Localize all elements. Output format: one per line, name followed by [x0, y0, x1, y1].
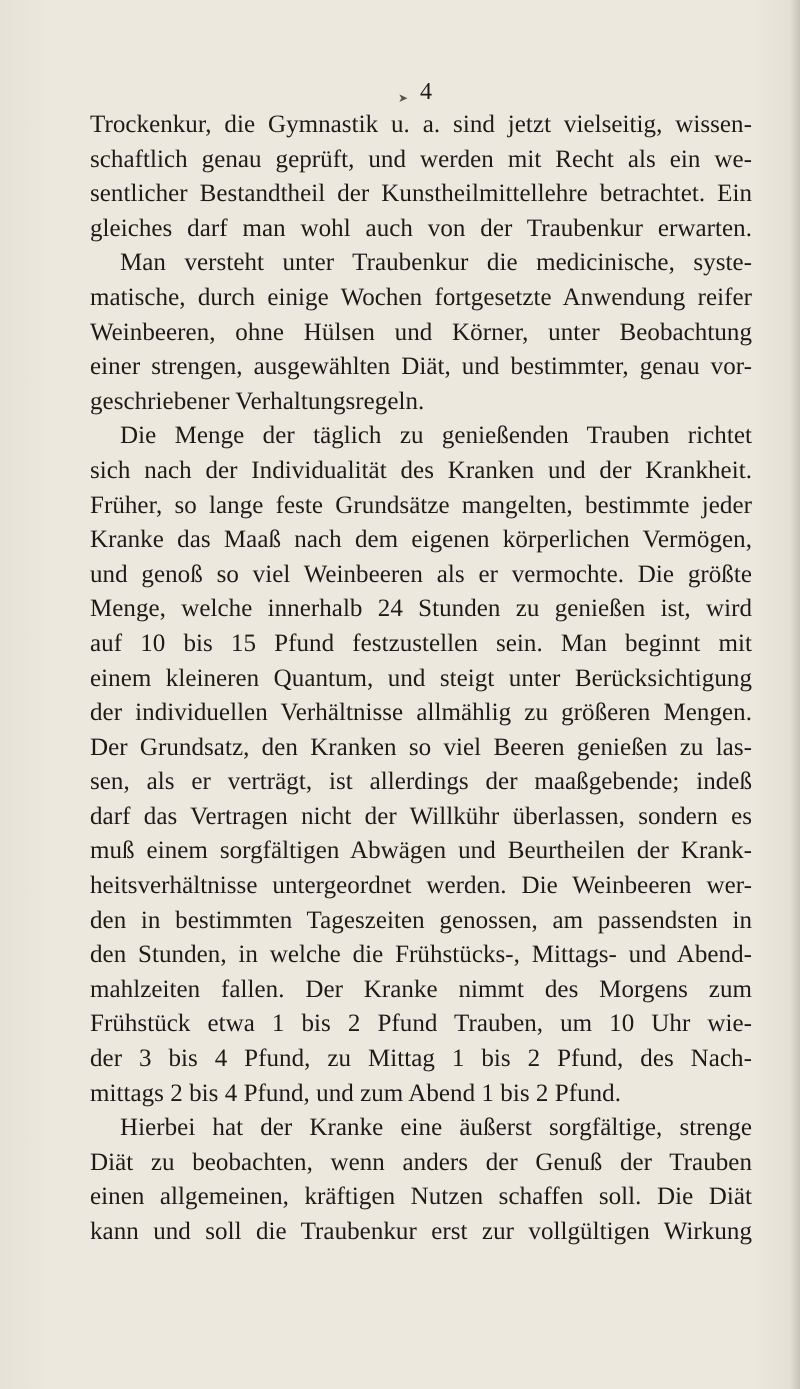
text-line: kann und soll die Traubenkur erst zur vollgültigen Wirkung	[90, 1218, 752, 1245]
text-line: Kranke das Maaß nach dem eigenen körperlichen Vermögen,	[90, 526, 752, 554]
text-line: der individuellen Verhältnisse allmählig zu größeren Mengen.	[90, 699, 752, 727]
text-line: Man versteht unter Traubenkur die medicinische, syste-	[120, 249, 752, 277]
text-line: den Stunden, in welche die Frühstücks-, Mittags- und Abend-	[90, 941, 752, 969]
text-line: gleiches darf man wohl auch von der Traubenkur erwarten.	[90, 214, 752, 242]
text-line: Weinbeeren, ohne Hülsen und Körner, unter Beobachtung	[90, 318, 752, 346]
text-line: sich nach der Individualität des Kranken und der Krankheit.	[90, 456, 752, 484]
text-line: einem kleineren Quantum, und steigt unter Berücksichtigung	[90, 664, 752, 692]
text-line: muß einem sorgfältigen Abwägen und Beurtheilen der Krank-	[90, 837, 752, 865]
text-line: Die Menge der täglich zu genießenden Trauben richtet	[120, 422, 752, 450]
text-line: sen, als er verträgt, ist allerdings der maaßgebende; indeß	[90, 768, 752, 796]
text-line: sentlicher Bestandtheil der Kunstheilmittellehre betrachtet. Ein	[90, 180, 752, 208]
page-edge-shadow	[790, 0, 800, 1389]
page-header	[0, 58, 800, 105]
text-line: Trockenkur, die Gymnastik u. a. sind jetzt vielseitig, wissen-	[90, 111, 752, 138]
text-line: einer strengen, ausgewählten Diät, und bestimmter, genau vor-	[90, 353, 752, 381]
text-line: Der Grundsatz, den Kranken so viel Beeren genießen zu las-	[90, 733, 752, 761]
text-line: mahlzeiten fallen. Der Kranke nimmt des Morgens zum	[90, 975, 752, 1003]
text-line: schaftlich genau geprüft, und werden mit Recht als ein we-	[90, 145, 752, 173]
text-line: geschriebener Verhaltungsregeln.	[90, 387, 425, 415]
text-line: einen allgemeinen, kräftigen Nutzen schaffen soll. Die Diät	[90, 1183, 752, 1211]
text-line: Hierbei hat der Kranke eine äußerst sorgfältige, strenge	[120, 1114, 752, 1142]
body-text	[90, 108, 752, 1250]
text-line: auf 10 bis 15 Pfund festzustellen sein. Man beginnt mit	[90, 629, 752, 657]
page-marker: ➤	[398, 91, 409, 105]
text-line: Frühstück etwa 1 bis 2 Pfund Trauben, um 10 Uhr wie-	[90, 1010, 752, 1038]
text-line: matische, durch einige Wochen fortgesetzte Anwendung reifer	[90, 283, 752, 311]
text-line: der 3 bis 4 Pfund, zu Mittag 1 bis 2 Pfund, des Nach-	[90, 1045, 752, 1073]
text-line: Menge, welche innerhalb 24 Stunden zu genießen ist, wird	[90, 595, 752, 623]
text-line: und genoß so viel Weinbeeren als er vermochte. Die größte	[90, 560, 752, 588]
text-line: heitsverhältnisse untergeordnet werden. Die Weinbeeren wer-	[90, 872, 752, 900]
text-line: mittags 2 bis 4 Pfund, und zum Abend 1 bis 2 Pfund.	[90, 1079, 622, 1107]
page-number: 4	[420, 79, 432, 105]
text-line: Früher, so lange feste Grundsätze mangelten, bestimmte jeder	[90, 491, 752, 519]
text-line: Diät zu beobachten, wenn anders der Genuß der Trauben	[90, 1148, 752, 1176]
text-line: den in bestimmten Tageszeiten genossen, am passendsten in	[90, 906, 752, 934]
text-line: darf das Vertragen nicht der Willkühr überlassen, sondern es	[90, 802, 752, 830]
